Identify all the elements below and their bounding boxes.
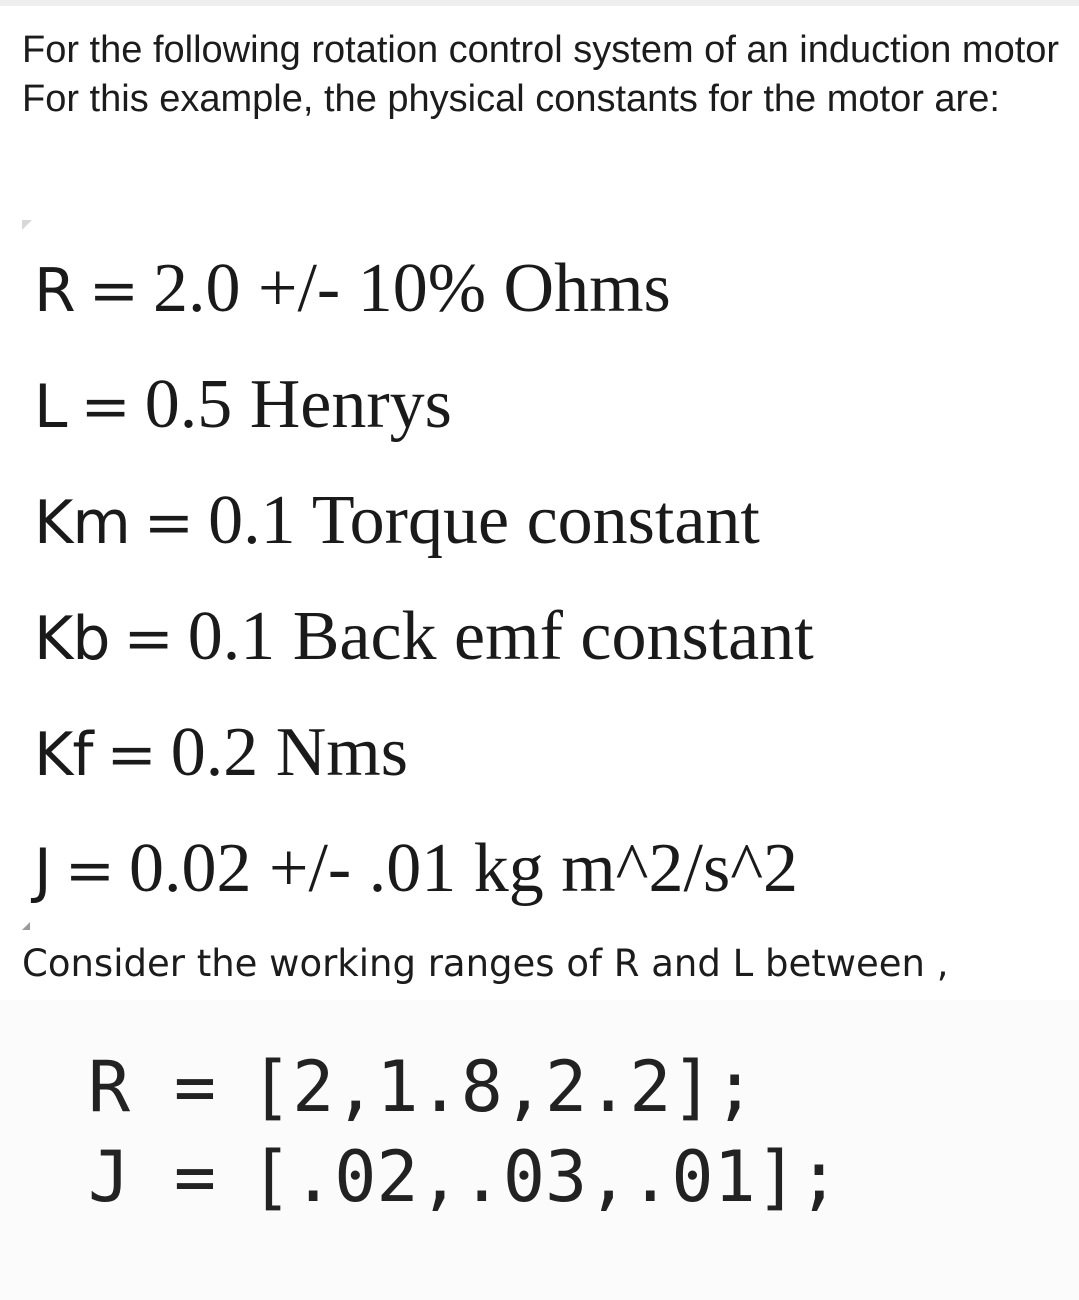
constant-row-r: [34, 230, 671, 348]
intro-line-1: For the following rotation control system of an induction motor: [22, 29, 1060, 71]
intro-text: [22, 26, 1062, 124]
code-line-j: [88, 1132, 840, 1222]
intro-line-2: For this example, the physical constants for the motor are:: [22, 78, 1000, 120]
constant-symbol: Kb: [34, 604, 110, 674]
constant-equals: =: [106, 720, 157, 790]
constant-symbol: L: [34, 372, 67, 442]
constant-value: 0.02 +/- .01 kg m^2/s^2: [128, 830, 799, 907]
constant-value: 2.0 +/- 10% Ohms: [152, 250, 671, 327]
constant-row-j: [34, 810, 798, 928]
constant-equals: =: [80, 372, 131, 442]
code-variable: J: [88, 1136, 131, 1218]
constant-equals: =: [64, 836, 115, 906]
constant-symbol: Kf: [34, 720, 93, 790]
constant-equals: =: [88, 256, 139, 326]
consider-text: Consider the working ranges of R and L between ,: [22, 942, 949, 985]
constants-image: [0, 230, 1079, 910]
constant-symbol: Km: [34, 488, 130, 558]
code-value: [.02,.03,.01];: [250, 1136, 841, 1218]
constant-symbol: J: [34, 836, 51, 906]
code-equals: =: [173, 1046, 217, 1128]
image-corner-marker-icon: [22, 922, 30, 930]
constant-value: 0.1 Torque constant: [208, 482, 760, 559]
code-equals: =: [173, 1136, 217, 1218]
constant-row-km: [34, 462, 760, 580]
constant-value: 0.1 Back emf constant: [187, 598, 814, 675]
top-divider: [0, 0, 1079, 6]
constant-symbol: R: [34, 256, 75, 326]
constant-row-kb: [34, 578, 814, 696]
code-value: [2,1.8,2.2];: [250, 1046, 756, 1128]
constant-value: 0.5 Henrys: [144, 366, 452, 443]
constant-row-l: [34, 346, 452, 464]
constant-equals: =: [123, 604, 174, 674]
code-variable: R: [88, 1046, 131, 1128]
code-line-r: [88, 1042, 756, 1132]
constant-row-kf: [34, 694, 408, 812]
code-image: [0, 1000, 1079, 1300]
constant-equals: =: [143, 488, 195, 558]
constant-value: 0.2 Nms: [170, 714, 408, 791]
image-corner-marker-icon: [22, 220, 32, 230]
